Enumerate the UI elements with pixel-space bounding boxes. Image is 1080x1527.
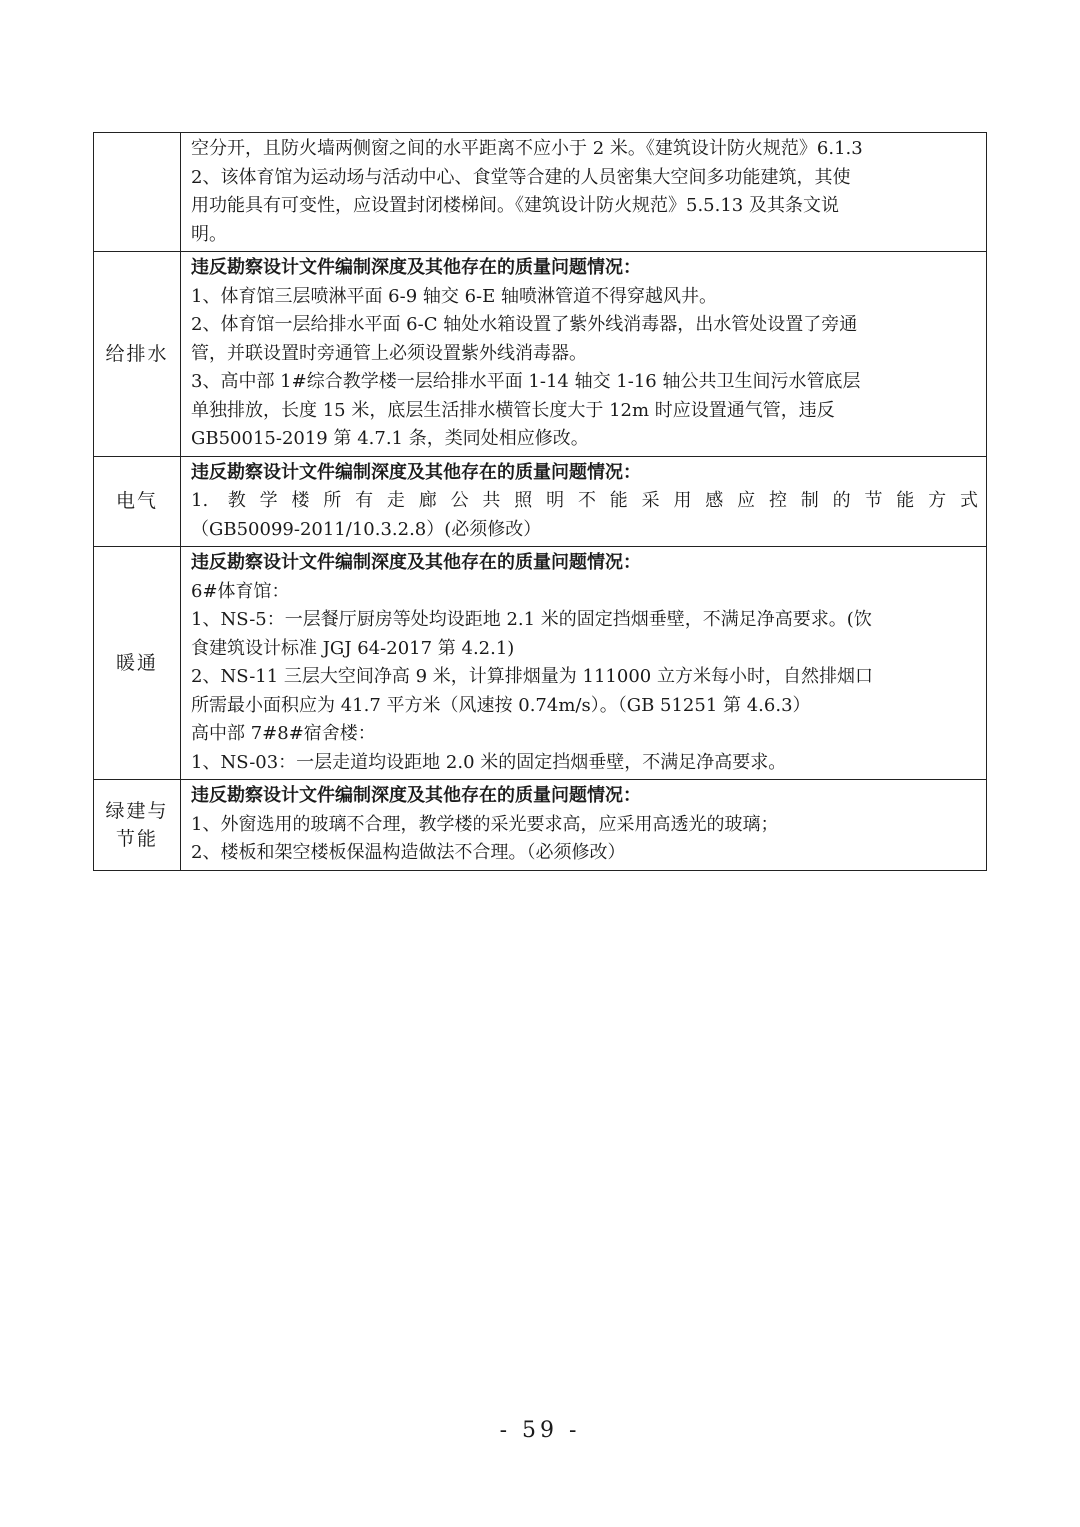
page-number: - 59 - bbox=[499, 1418, 581, 1443]
issue-text-line: （GB50099-2011/10.3.2.8）(必须修改） bbox=[191, 518, 542, 540]
issue-text-line: 2、楼板和架空楼板保温构造做法不合理。（必须修改） bbox=[191, 842, 626, 863]
row-label-cell bbox=[94, 780, 181, 871]
issue-text-line: 3、高中部 1#综合教学楼一层给排水平面 1-14 轴交 1-16 轴公共卫生间污水管底层 bbox=[191, 371, 861, 392]
row-label-cell bbox=[94, 456, 181, 547]
issue-text-line: 2、体育馆一层给排水平面 6-C 轴处水箱设置了紫外线消毒器，出水管处设置了旁通 bbox=[191, 314, 858, 335]
section-heading: 违反勘察设计文件编制深度及其他存在的质量问题情况： bbox=[191, 552, 641, 573]
table-row-hvac bbox=[94, 547, 987, 780]
issue-text-line: 明。 bbox=[191, 223, 227, 245]
issue-text-line: 空分开，且防火墙两侧窗之间的水平距离不应小于 2 米。《建筑设计防火规范》6.1.3 bbox=[191, 138, 863, 159]
issue-text-line: 1. 教学楼所有走廊公共照明不能采用感应控制的节能方式 bbox=[191, 490, 978, 511]
issue-text-line: 2、该体育馆为运动场与活动中心、食堂等合建的人员密集大空间多功能建筑，其使 bbox=[191, 166, 851, 188]
issue-text-line: 1、体育馆三层喷淋平面 6-9 轴交 6-E 轴喷淋管道不得穿越风井。 bbox=[191, 285, 717, 307]
review-table-body bbox=[94, 133, 987, 871]
row-label: 电气 bbox=[115, 490, 158, 513]
issue-text-line: 6#体育馆： bbox=[191, 580, 290, 602]
section-heading: 违反勘察设计文件编制深度及其他存在的质量问题情况： bbox=[191, 461, 641, 483]
row-label-cell bbox=[94, 547, 181, 780]
issue-text-line: 1、NS-5：一层餐厅厨房等处均设距地 2.1 米的固定挡烟垂壁，不满足净高要求。(饮 bbox=[191, 609, 872, 630]
issue-text-line: GB50015-2019 第 4.7.1 条，类同处相应修改。 bbox=[191, 428, 589, 449]
issue-text-line: 所需最小面积应为 41.7 平方米（风速按 0.74m/s）。（GB 51251 第 4.6.3） bbox=[191, 694, 811, 716]
section-heading: 违反勘察设计文件编制深度及其他存在的质量问题情况： bbox=[191, 785, 641, 806]
table-row-electrical bbox=[94, 456, 987, 547]
row-label-cell bbox=[94, 133, 181, 252]
row-label: 给排水 bbox=[105, 342, 169, 365]
issue-text-line: 2、NS-11 三层大空间净高 9 米，计算排烟量为 111000 立方米每小时，自然排烟口 bbox=[191, 666, 873, 687]
issue-text-line: 1、NS-03：一层走道均设距地 2.0 米的固定挡烟垂壁，不满足净高要求。 bbox=[191, 751, 787, 773]
row-content-cell bbox=[181, 456, 987, 547]
issue-text-line: 用功能具有可变性，应设置封闭楼梯间。《建筑设计防火规范》5.5.13 及其条文说 bbox=[191, 195, 839, 216]
issue-text-line: 食建筑设计标准 JGJ 64-2017 第 4.2.1) bbox=[191, 637, 515, 659]
row-label: 暖通 bbox=[115, 652, 158, 674]
issue-text-line: 1、外窗选用的玻璃不合理，教学楼的采光要求高，应采用高透光的玻璃； bbox=[191, 813, 779, 835]
row-content-cell bbox=[181, 133, 987, 252]
row-content-cell bbox=[181, 780, 987, 871]
row-label: 绿建与 节能 bbox=[105, 799, 169, 850]
table-row-water-supply-drainage bbox=[94, 252, 987, 457]
issue-text-line: 单独排放，长度 15 米，底层生活排水横管长度大于 12m 时应设置通气管，违反 bbox=[191, 399, 835, 421]
review-table bbox=[93, 132, 987, 871]
section-heading: 违反勘察设计文件编制深度及其他存在的质量问题情况： bbox=[191, 257, 641, 278]
issue-text-line: 管，并联设置时旁通管上必须设置紫外线消毒器。 bbox=[191, 342, 587, 364]
row-label-cell bbox=[94, 252, 181, 457]
row-content-cell bbox=[181, 252, 987, 457]
table-row-fire-protection bbox=[94, 133, 987, 252]
row-content-cell bbox=[181, 547, 987, 780]
table-row-green-building-energy bbox=[94, 780, 987, 871]
issue-text-line: 高中部 7#8#宿舍楼： bbox=[191, 723, 376, 744]
